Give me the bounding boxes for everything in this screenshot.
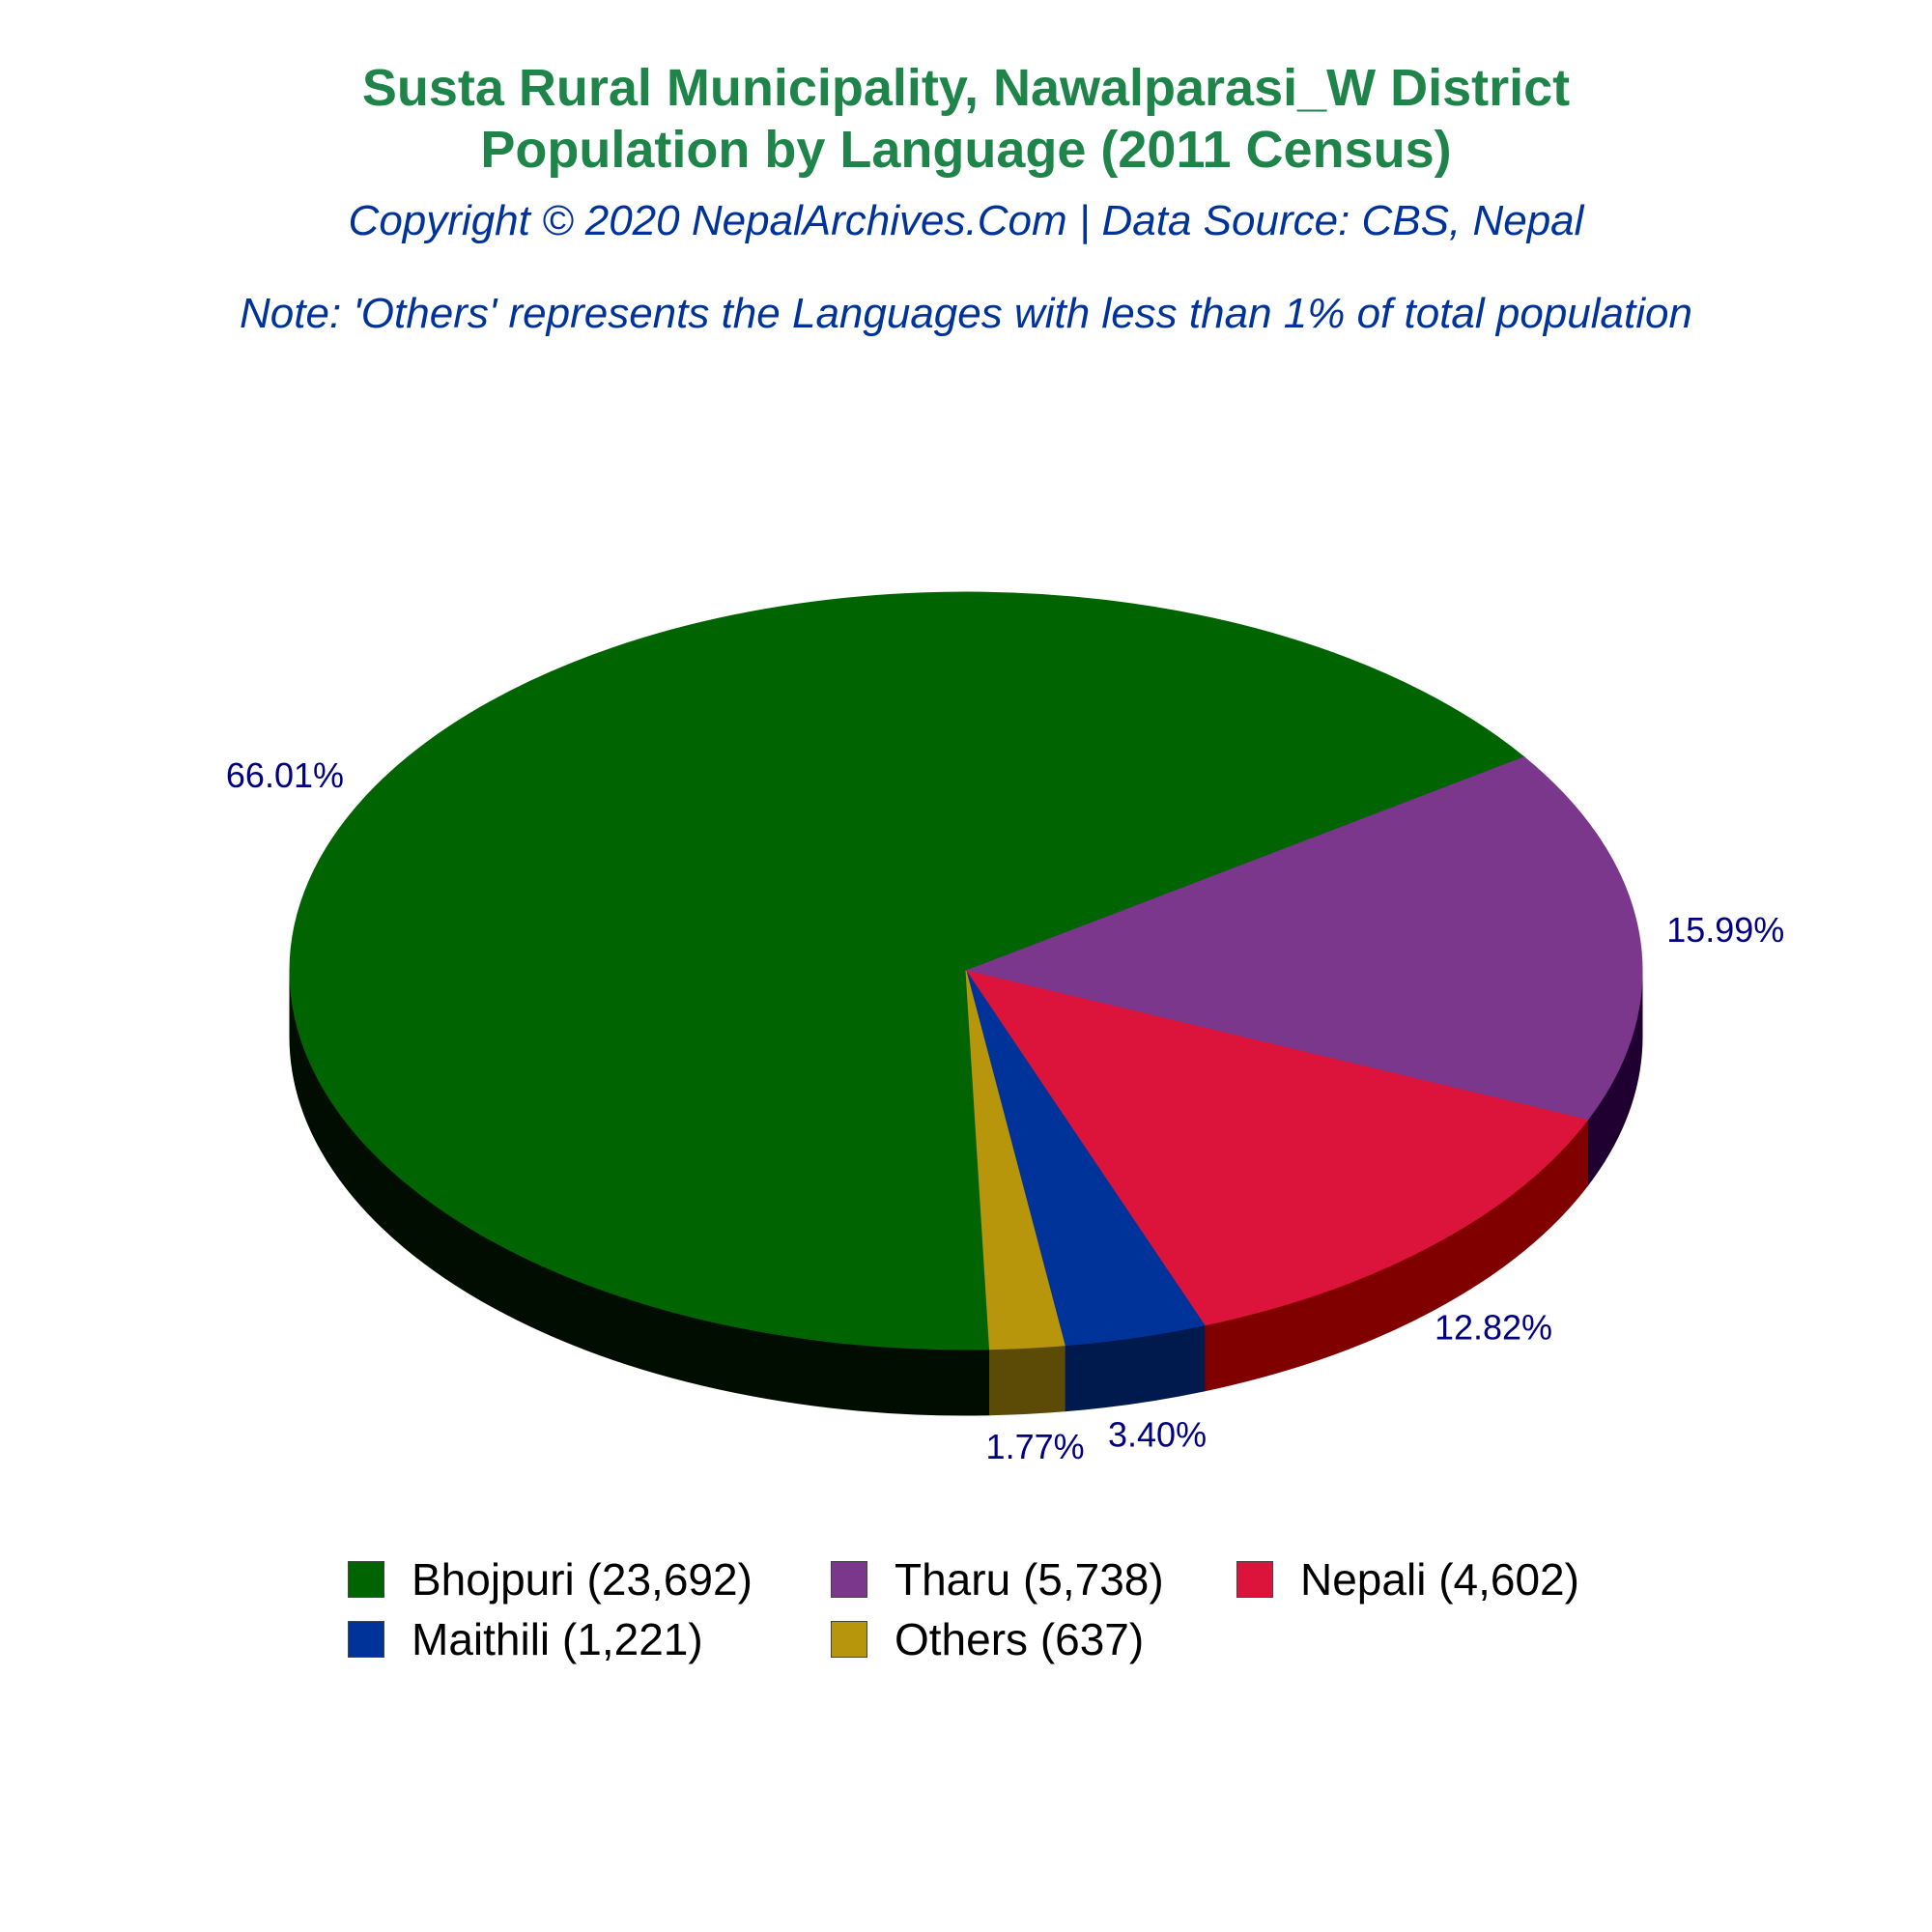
pie-tops [290,592,1642,1350]
pie-side-others [989,1346,1065,1415]
legend-label: Maithili (1,221) [412,1614,703,1664]
pie-label-others: 1.77% [985,1426,1085,1466]
chart-subtitle: Copyright © 2020 NepalArchives.Com | Data Source: CBS, Nepal [348,197,1584,244]
legend-label: Others (637) [895,1614,1145,1664]
legend-item-others [831,1610,1144,1668]
legend-item-maithili [348,1610,703,1668]
legend-item-bhojpuri [348,1550,753,1608]
pie-label-nepali: 12.82% [1434,1307,1553,1348]
pie-label-maithili: 3.40% [1108,1414,1208,1455]
pie-label-tharu: 15.99% [1666,910,1785,951]
legend-label: Tharu (5,738) [895,1554,1164,1605]
chart-title-line2: Population by Language (2011 Census) [480,121,1452,179]
pie-label-bhojpuri: 66.01% [225,755,345,796]
legend-swatch [348,1561,384,1598]
legend-swatch [1236,1561,1273,1598]
legend-item-nepali [1236,1550,1579,1608]
chart-title-line1: Susta Rural Municipality, Nawalparasi_W District [361,59,1571,117]
legend-swatch [348,1621,384,1658]
legend-label: Bhojpuri (23,692) [412,1554,753,1605]
legend-swatch [831,1621,867,1658]
legend-label: Nepali (4,602) [1300,1554,1579,1605]
legend-item-tharu [831,1550,1164,1608]
legend-swatch [831,1561,867,1598]
chart-note: Note: 'Others' represents the Languages with less than 1% of total population [240,290,1692,337]
